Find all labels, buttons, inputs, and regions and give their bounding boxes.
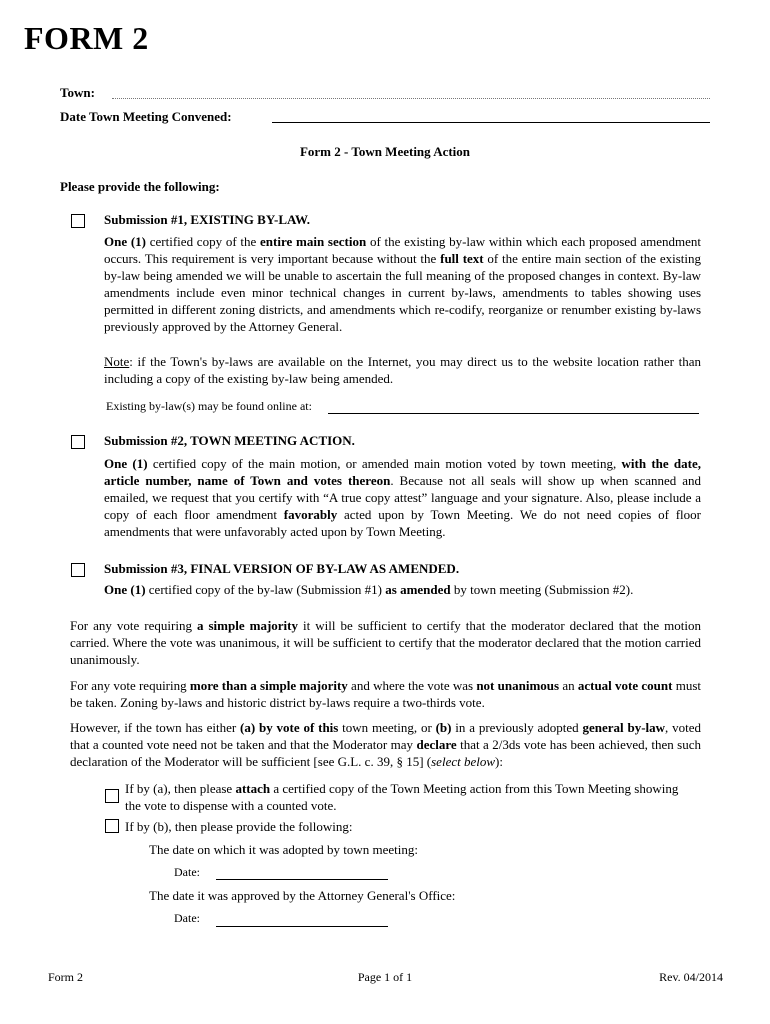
submission-3-heading: Submission #3, FINAL VERSION OF BY-LAW AS AMENDED. [104,561,460,576]
approved-date-label: The date it was approved by the Attorney General's Office: [149,888,456,903]
form-title-heading: FORM 2 [24,20,149,56]
submission-1-note: Note: if the Town's by-laws are available on the Internet, you may direct us to the website location rather than including a copy of the existing by-law being amended. [104,354,701,386]
submission-3-checkbox[interactable] [71,563,85,577]
adopted-date-label: The date on which it was adopted by town meeting: [149,842,418,857]
counted-vote-paragraph: However, if the town has either (a) by vote of this town meeting, or (b) in a previously adopted general by-law, voted that a counted vote need not be taken and that the Moderator may declare that a 2/3ds vote has been achieved, then such declaration of the Moderator will be sufficient [see G.L. c. 39, § 15] (select below): [70,720,701,769]
adopted-date-field-label: Date: [174,865,200,879]
date-convened-label: Date Town Meeting Convened: [60,109,232,124]
online-url-field[interactable] [328,413,699,414]
town-field[interactable] [112,98,710,99]
approved-date-field[interactable] [216,926,388,927]
submission-1-heading: Submission #1, EXISTING BY-LAW. [104,212,311,227]
footer-page-number: Page 1 of 1 [357,970,413,984]
approved-date-field-label: Date: [174,911,200,925]
simple-majority-paragraph: For any vote requiring a simple majority it will be sufficient to certify that the moderator declared that the motion carried. Where the vote was unanimous, it will be sufficient to certify that the moderator declared that the motion carried unanimously. [70,618,701,667]
town-label: Town: [60,85,95,100]
submission-2-text: One (1) certified copy of the main motion, or amended main motion voted by town meeting, with the date, article number, name of Town and votes thereon. Because not all seals will show up when scanned and emailed, we request that you certify with “A true copy attest” language and your signature. Also, please include a copy of each floor amendment favorably acted upon by Town Meeting. We do not need copies of floor amendments that were unfavorably acted upon by Town Meeting. [104,456,702,539]
footer-revision: Rev. 04/2014 [659,970,723,984]
submission-2-checkbox[interactable] [71,435,85,449]
option-b-checkbox[interactable] [105,819,119,833]
option-a-checkbox[interactable] [105,789,119,803]
submission-1-checkbox[interactable] [71,214,85,228]
form-subtitle: Form 2 - Town Meeting Action [299,144,471,159]
option-b-text: If by (b), then please provide the following: [125,819,353,834]
submission-1-text: One (1) certified copy of the entire main section of the existing by-law within which each proposed amendment occurs. This requirement is very important because without the full text of the entire main section of the existing by-law being amended we will be unable to ascertain the full meaning of the proposed changes in context. By-law amendments include even minor technical changes in current by-laws, amendments to tables showing uses permitted in different zoning districts, and amendments which re-codify, reorganize or renumber existing by-laws previously approved by the Attorney General. [104,234,702,334]
more-than-majority-paragraph: For any vote requiring more than a simple majority and where the vote was not unanimous an actual vote count must be taken. Zoning by-laws and historic district by-laws require a two-thirds vote. [70,678,701,710]
submission-2-heading: Submission #2, TOWN MEETING ACTION. [104,433,355,448]
submission-3-text: One (1) certified copy of the by-law (Submission #1) as amended by town meeting (Submission #2). [104,582,634,597]
date-convened-field[interactable] [272,122,710,123]
footer-form-label: Form 2 [48,970,84,984]
provide-heading: Please provide the following: [60,179,220,194]
option-a-text: If by (a), then please attach a certified copy of the Town Meeting action from this Town Meeting showing the vote to dispense with a counted vote. [125,781,679,813]
online-label: Existing by-law(s) may be found online at: [106,399,312,413]
adopted-date-field[interactable] [216,879,388,880]
